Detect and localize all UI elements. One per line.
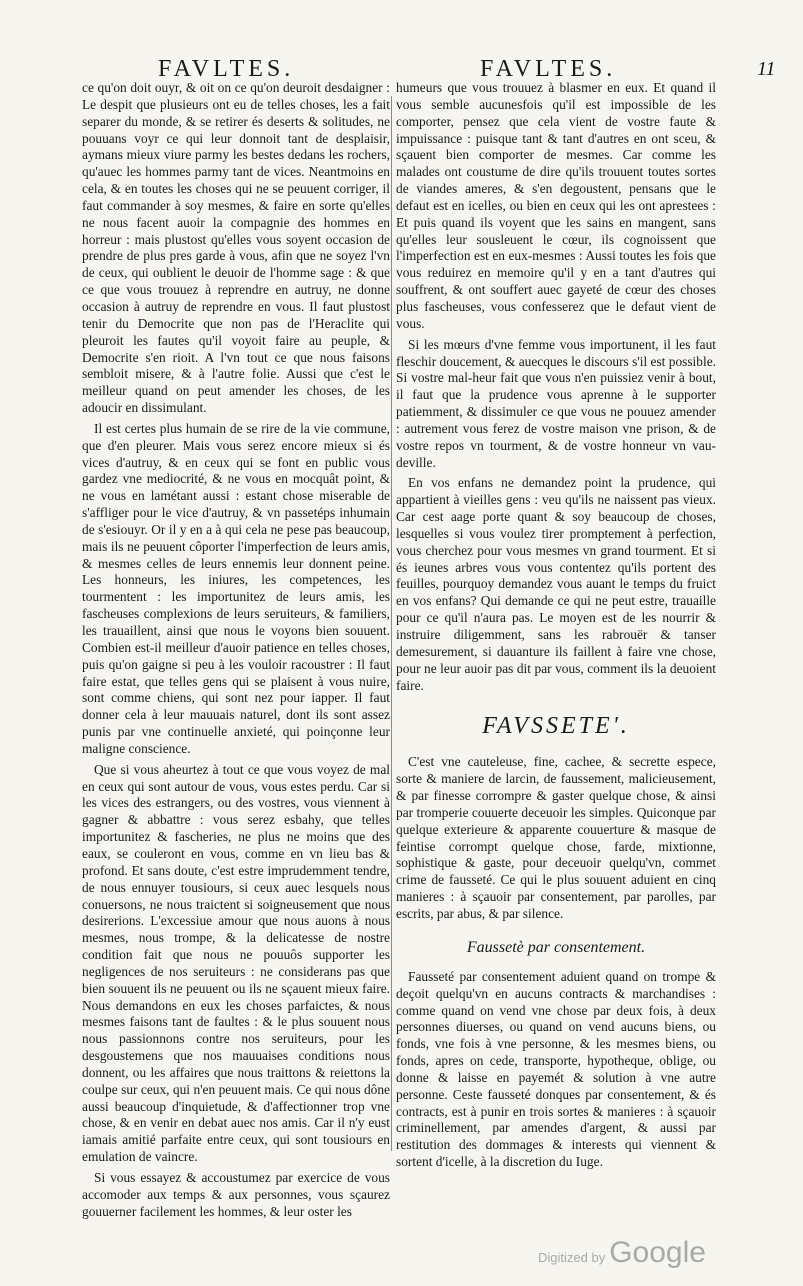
paragraph: Si les mœurs d'vne femme vous importunent, il les faut fleschir doucement, & auecques le discours s'il est possible. Si vostre mal-heur fait que vous n'en puissiez venir à bout, il faut que la prudence vous aprenne à le supporter patiemment, & dissimuler ce que vous ne pouuez amender : autrement vous ferez de vostre maison vne prison, & de vostre repos vn tourment, & de vostre honneur vn vau-deville. [396,336,716,470]
paragraph: Fausseté par consentement aduient quand on trompe & deçoit quelqu'vn en aucuns contracts & marchandises : comme quand on vend vne chose par deux fois, à deux personnes diuerses, ou quand on vend aucuns biens, ou fonds, vne fois à vne personne, & les mesmes biens, ou fonds, apres on cede, transporte, hypotheque, oblige, ou donne & laisse en payemét & solution à vne autre personne. Ceste fausseté donques par consentement, & és contracts, est à punir en trois sortes & manieres : à sçauoir criminellement, par amendes d'argent, & aussi par restitution des dommages & interests qui viennent & sortent d'icelle, à la discretion du Iuge. [396,968,716,1170]
watermark-prefix: Digitized by [538,1250,606,1265]
digitized-watermark [538,1236,706,1270]
page-number: 11 [757,58,776,80]
section-title: FAVSSETE'. [482,713,630,740]
paragraph: Que si vous aheurtez à tout ce que vous voyez de mal en ceux qui sont autour de vous, vous estes perdu. Car si les vices des estrangers, ou des vostres, vous viennent à gagner & abbattre : vous serez esbahy, que telles importunitez & fascheries, ne plus ne moins que des eaux, se couleront en vous, comme en vn lieu bas & profond. Et sans doute, c'est estre imprudemment tendre, de nous ennuyer tousiours, si ceux auec lesquels nous conuersons, ne nous traictent si soigneusement que nous desirerions. L'excessiue amour que nous auons à nous mesmes, nous trompe, & la delicatesse de nostre condition fait que nous ne pouuôs supporter les negligences de nos seruiteurs : ne considerans pas que bien souuent ils ne peuuent ou ils ne sçauent mieux faire. Nous demandons en eux les choses parfaictes, & nous mesmes faisons tant de faultes : & le plus souuent nous nous passionnons contre nos seruiteurs, pour les desgoustemens que nos mauuaises conditions nous donnent, ou les affaires que nous traittons & reiettons la coulpe sur ceux, qui n'en peuuent mais. Ce qui nous dône aussi beaucoup d'inquietude, & d'affectionner trop vne chose, & en venir en debat auec nos amis. Car il n'y eust iamais amitié parfaite entre ceux, qui sont tousiours en emulation de vaincre. [82,761,390,1165]
subsection-title: Faussetè par consentement. [466,938,646,956]
left-column [82,80,390,1221]
paragraph: Si vous essayez & accoustumez par exercice de vous accomoder aux temps & aux personnes, vous sçaurez gouuerner facilement les hommes, & leur oster les [82,1170,390,1219]
running-head-right: FAVLTES. [480,56,617,82]
paragraph: C'est vne cauteleuse, fine, cachee, & secrette espece, sorte & maniere de larcin, de faussement, malicieusement, & par finesse corrompre & gaster quelque chose, & ainsi par tromperie couuerte deceuoir les simples. Quiconque par quelque exterieure & apparente couuerture & masque de feintise corrompt quelque chose, farde, mixtionne, sophistique & gaste, pour deceuoir quelqu'vn, commet crime de fausseté. Ce qui le plus souuent aduient en cinq manieres : à sçauoir par consentement, par parolles, par escrits, par abus, & par silence. [396,754,716,921]
right-column [396,80,716,1171]
google-logo: Google [609,1236,706,1269]
paragraph: humeurs que vous trouuez à blasmer en eux. Et quand il vous semble aucunesfois qu'il est impossible de les comporter, pensez que cela vient de vostre faute & impuissance : puisque tant & tant d'autres en ont sceu, & sçauent bien comporter de mesmes. Car comme les malades ont coustume de dire qu'ils trouuent toutes sortes de viandes ameres, & s'en degoustent, pensans que le defaut est en icelles, ou bien en ceux qui les ont aprestees : Et puis quand ils voyent que les sains en mangent, sans qu'elles leur sousleuent le cœur, ils cognoissent que l'imperfection est en eux-mesmes : Aussi toutes les fois que vous reduirez en memoire qu'il y en a tant d'autres qui souffrent, & ont souffert auec gayeté de cœur des choses plus fascheuses, vous confesserez que le defaut vient de vous. [396,80,716,331]
paragraph: Il est certes plus humain de se rire de la vie commune, que d'en pleurer. Mais vous serez encore mieux si és vices d'autruy, & en ceux qui se font en public vous gardez vne mediocrité, & ne vous en mocquât point, & ne vous en lamétant aussi : estant chose miserable de s'affliger pour le vice d'autruy, & vn passetéps inhumain de s'esiouyr. Or il y en a à qui cela ne pese pas beaucoup, mais ils ne peuuent côporter l'imperfection de leurs amis, & mesmes celles de leurs ennemis leur donnent peine. Les honneurs, les iniures, les competences, les tourmentent : les importunitez de leurs amis, les fascheuses complexions de leurs seruiteurs, & familiers, les trauaillent, ainsi que nous le voyons bien souuent. Combien est-il meilleur d'auoir patience en telles choses, puis qu'on gaigne si peu à les vouloir racoustrer : Il faut faire estat, que telles gens qui se plaisent à vous nuire, sont comme chiens, qui sont nez pour iapper. Il faut donner cela à leur mauuais naturel, dont ils sont assez punis par vne continuelle anxieté, qui poinçonne leur maligne conscience. [82,420,390,756]
paragraph: En vos enfans ne demandez point la prudence, qui appartient à vieilles gens : veu qu'ils ne naissent pas vieux. Car cest aage porte quant & soy beaucoup de choses, lesquelles si vous voulez tirer promptement à perfection, vous cherchez pour vous mesmes vn grand tourment. Et si és ieunes arbres vous vous contentez qu'ils portent des feuilles, pourquoy demandez vous auant le temps du fruict en vos enfans? Qui demande ce qui ne peut estre, trauaille pour ce qu'il n'aura pas. Le moyen est de les nourrir & instruire diligemment, sans les rabrouër & tanser demesurement, si dauanture ils faillent à faire vne chose, pour ne leur auoir pas dit par vous, comment ils la deuoient faire. [396,475,716,693]
column-divider [391,96,392,1151]
paragraph: ce qu'on doit ouyr, & oit on ce qu'on deuroit desdaigner : Le despit que plusieurs ont eu de telles choses, les a fait separer du monde, & se retirer és deserts & solitudes, ne pouuans voyr ce qui leur donnoit tant de desplaisir, aymans mieux viure parmy les bestes dedans les rochers, qu'auec les hommes parmy tant de vices. Neantmoins en cela, & en toutes les choses qui ne se peuuent corriger, il faut commander à soy mesmes, & faire en sorte qu'elles ne nous facent auoir la compagnie des hommes en horreur : mais plustost qu'elles vous soyent occasion de prendre de plus pres garde à vous, afin que ne soyez l'vn de ceux, qui oublient le deuoir de l'homme sage : & que ce que vous trouuez à reprendre en autruy, ne donne occasion à autruy de reprendre en vous. Il faut plustost tenir du Democrite que non pas de l'Heraclite qui pleuroit les fautes qu'il voyoit faire au peuple, & Democrite s'en rioit. A l'vn tout ce que nous faisons sembloit misere, & à l'autre folie. Aussi que c'est le meilleur quand on peut amender les choses, de les adoucir en dissimulant. [82,80,390,416]
running-head-left: FAVLTES. [158,56,295,82]
